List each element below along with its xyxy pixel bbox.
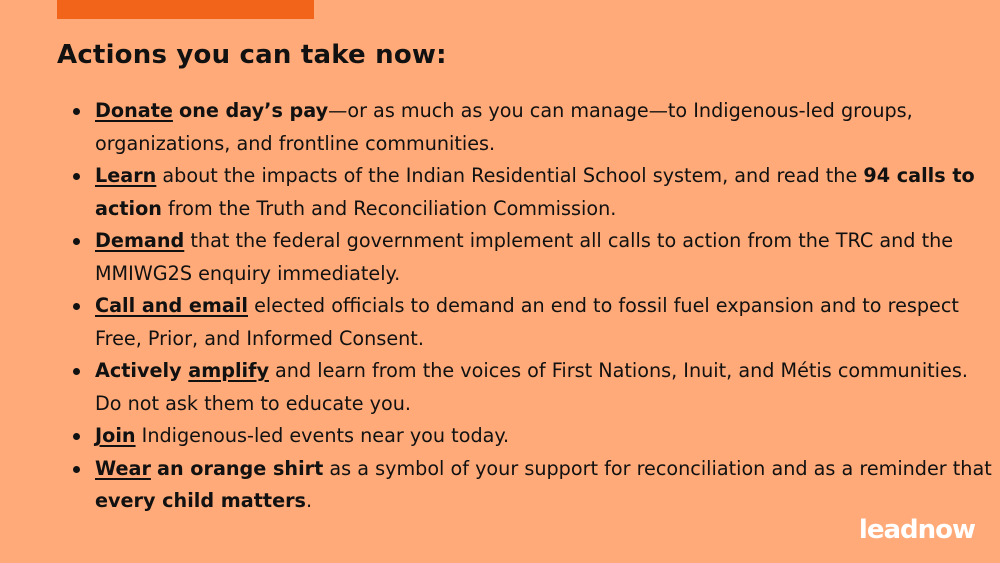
list-item-amplify: Actively amplify and learn from the voices of First Nations, Inuit, and Métis communities. Do not ask them to educate you. <box>95 355 995 420</box>
accent-bar <box>57 0 314 19</box>
learn-link[interactable]: Learn <box>95 164 157 187</box>
donate-link[interactable]: Donate <box>95 99 173 122</box>
orange-shirt-text: an orange shirt <box>157 456 324 480</box>
amplify-link[interactable]: amplify <box>188 359 269 382</box>
list-item-learn: Learn about the impacts of the Indian Residential School system, and read the 94 calls to action from the Truth and Reconciliation Commission. <box>95 160 995 225</box>
leadnow-logo: leadnow <box>858 515 975 545</box>
join-link[interactable]: Join <box>95 424 136 447</box>
actively-text: Actively <box>95 359 189 382</box>
list-item-call-email: Call and email elected officials to demand an end to fossil fuel expansion and to respect Free, Prior, and Informed Consent. <box>95 290 995 355</box>
one-days-pay-text: one day’s pay <box>179 99 329 122</box>
list-item-demand: Demand that the federal government implement all calls to action from the TRC and the MMIWG2S enquiry immediately. <box>95 225 995 290</box>
call-and-email-link[interactable]: Call and email <box>95 294 248 317</box>
actions-list <box>57 95 995 518</box>
list-item-wear: Wear an orange shirt as a symbol of your support for reconciliation and as a reminder that every child matters. <box>95 453 995 518</box>
list-item-donate: Donate one day’s pay—or as much as you can manage—to Indigenous-led groups, organizations, and frontline communities. <box>95 95 995 160</box>
every-child-matters-text: every child matters <box>95 489 306 512</box>
page-title: Actions you can take now: <box>57 40 447 70</box>
list-item-join: Join Indigenous-led events near you today. <box>95 420 995 453</box>
calls-to-action-text: 94 calls to action <box>95 164 975 220</box>
wear-link[interactable]: Wear <box>95 456 151 480</box>
demand-link[interactable]: Demand <box>95 229 185 252</box>
